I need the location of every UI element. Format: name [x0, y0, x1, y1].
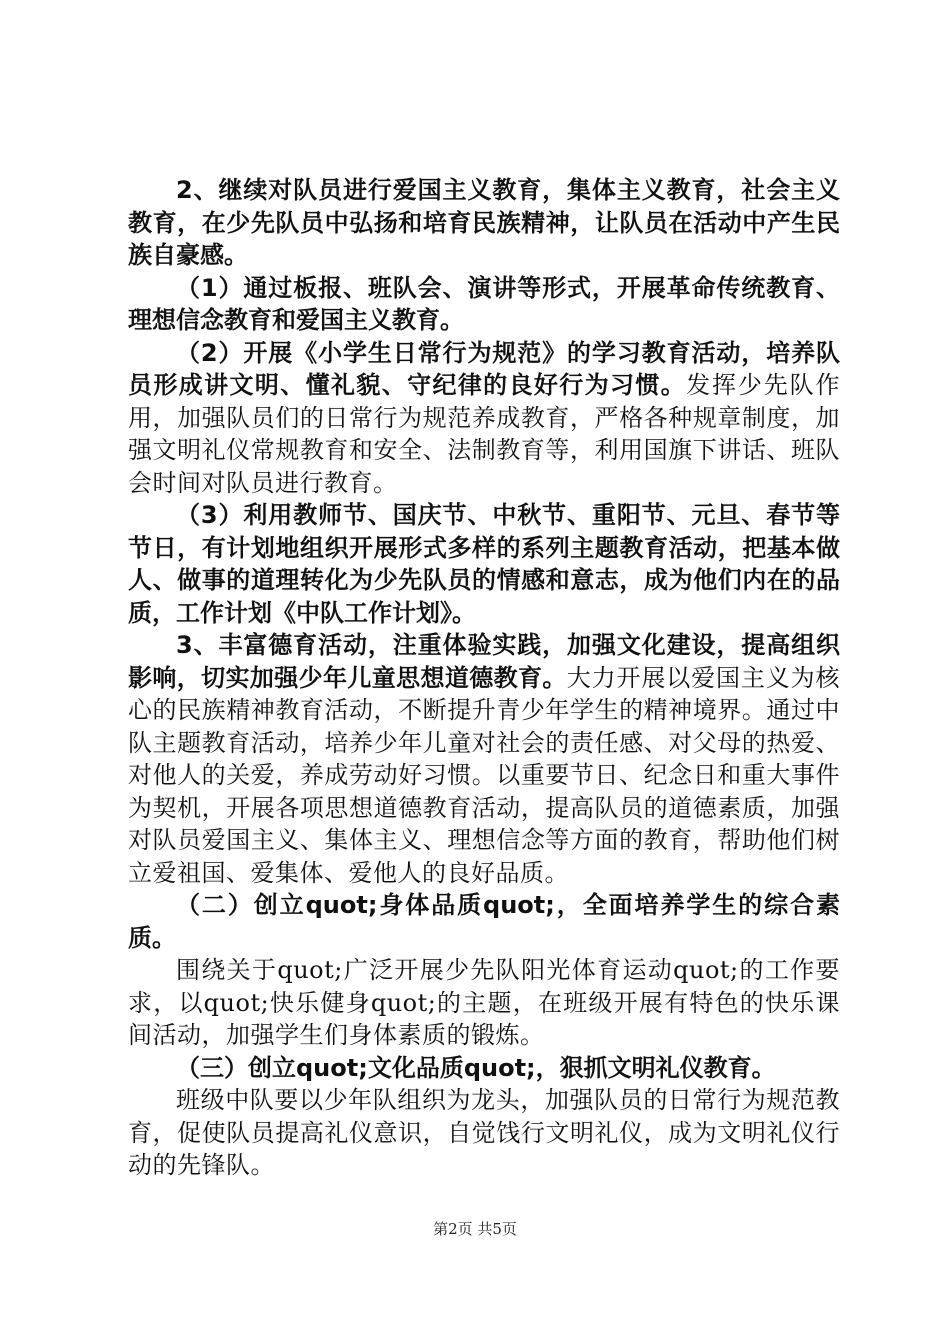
paragraph-etiquette-education [128, 1084, 840, 1182]
paragraph-bold-text: （1）通过板报、班队会、演讲等形式，开展革命传统教育、理想信念教育和爱国主义教育。 [128, 273, 840, 334]
page-number-footer: 第2页 共5页 [433, 1220, 517, 1238]
paragraph-normal-text: 围绕关于quot;广泛开展少先队阳光体育运动quot;的工作要求，以quot;快乐健身quot;的主题，在班级开展有特色的快乐课间活动，加强学生们身体素质的锻炼。 [128, 956, 840, 1049]
paragraph-normal-text: 班级中队要以少年队组织为龙头，加强队员的日常行为规范教育，促使队员提高礼仪意识，自觉饯行文明礼仪，成为文明礼仪行动的先锋队。 [128, 1086, 840, 1179]
paragraph-item-2 [128, 337, 840, 500]
paragraph-patriotism-education [128, 174, 840, 272]
paragraph-bold-text: 3、丰富德育活动，注重体验实践，加强文化建设，提高组织影响，切实加强少年儿童思想道德教育。 [128, 631, 840, 692]
paragraph-normal-text: 大力开展以爱国主义为核心的民族精神教育活动，不断提升青少年学生的精神境界。通过中队主题教育活动，培养少年儿童对社会的责任感、对父母的热爱、对他人的关爱，养成劳动好习惯。以重要节日、纪念日和重大事件为契机，开展各项思想道德教育活动，提高队员的道德素质，加强对队员爱国主义、集体主义、理想信念等方面的教育，帮助他们树立爱祖国、爱集体、爱他人的良好品质。 [128, 663, 840, 887]
section-heading-cultural-quality [128, 1052, 840, 1085]
paragraph-normal-text: 发挥少先队作用，加强队员们的日常行为规范养成教育，严格各种规章制度，加强文明礼仪常规教育和安全、法制教育等，利用国旗下讲话、班队会时间对队员进行教育。 [128, 371, 841, 497]
paragraph-item-3 [128, 499, 840, 629]
section-heading-physical-quality [128, 889, 840, 954]
paragraph-moral-activities [128, 629, 840, 889]
document-body [128, 174, 840, 1182]
paragraph-bold-text: 2、继续对队员进行爱国主义教育，集体主义教育，社会主义教育，在少先队员中弘扬和培育民族精神，让队员在活动中产生民族自豪感。 [128, 176, 840, 269]
paragraph-bold-text: （三）创立quot;文化品质quot;，狠抓文明礼仪教育。 [176, 1053, 776, 1082]
paragraph-bold-text: （二）创立quot;身体品质quot;，全面培养学生的综合素质。 [128, 891, 840, 952]
paragraph-bold-text: （3）利用教师节、国庆节、中秋节、重阳节、元旦、春节等节日，有计划地组织开展形式多样的系列主题教育活动，把基本做人、做事的道理转化为少先队员的情感和意志，成为他们内在的品质，工作计划《中队工作计划》。 [128, 501, 840, 627]
paragraph-sunshine-sports [128, 954, 840, 1052]
paragraph-item-1 [128, 272, 840, 337]
paragraph-bold-text: （2）开展《小学生日常行为规范》的学习教育活动，培养队员形成讲文明、懂礼貌、守纪律的良好行为习惯。 [128, 338, 840, 399]
